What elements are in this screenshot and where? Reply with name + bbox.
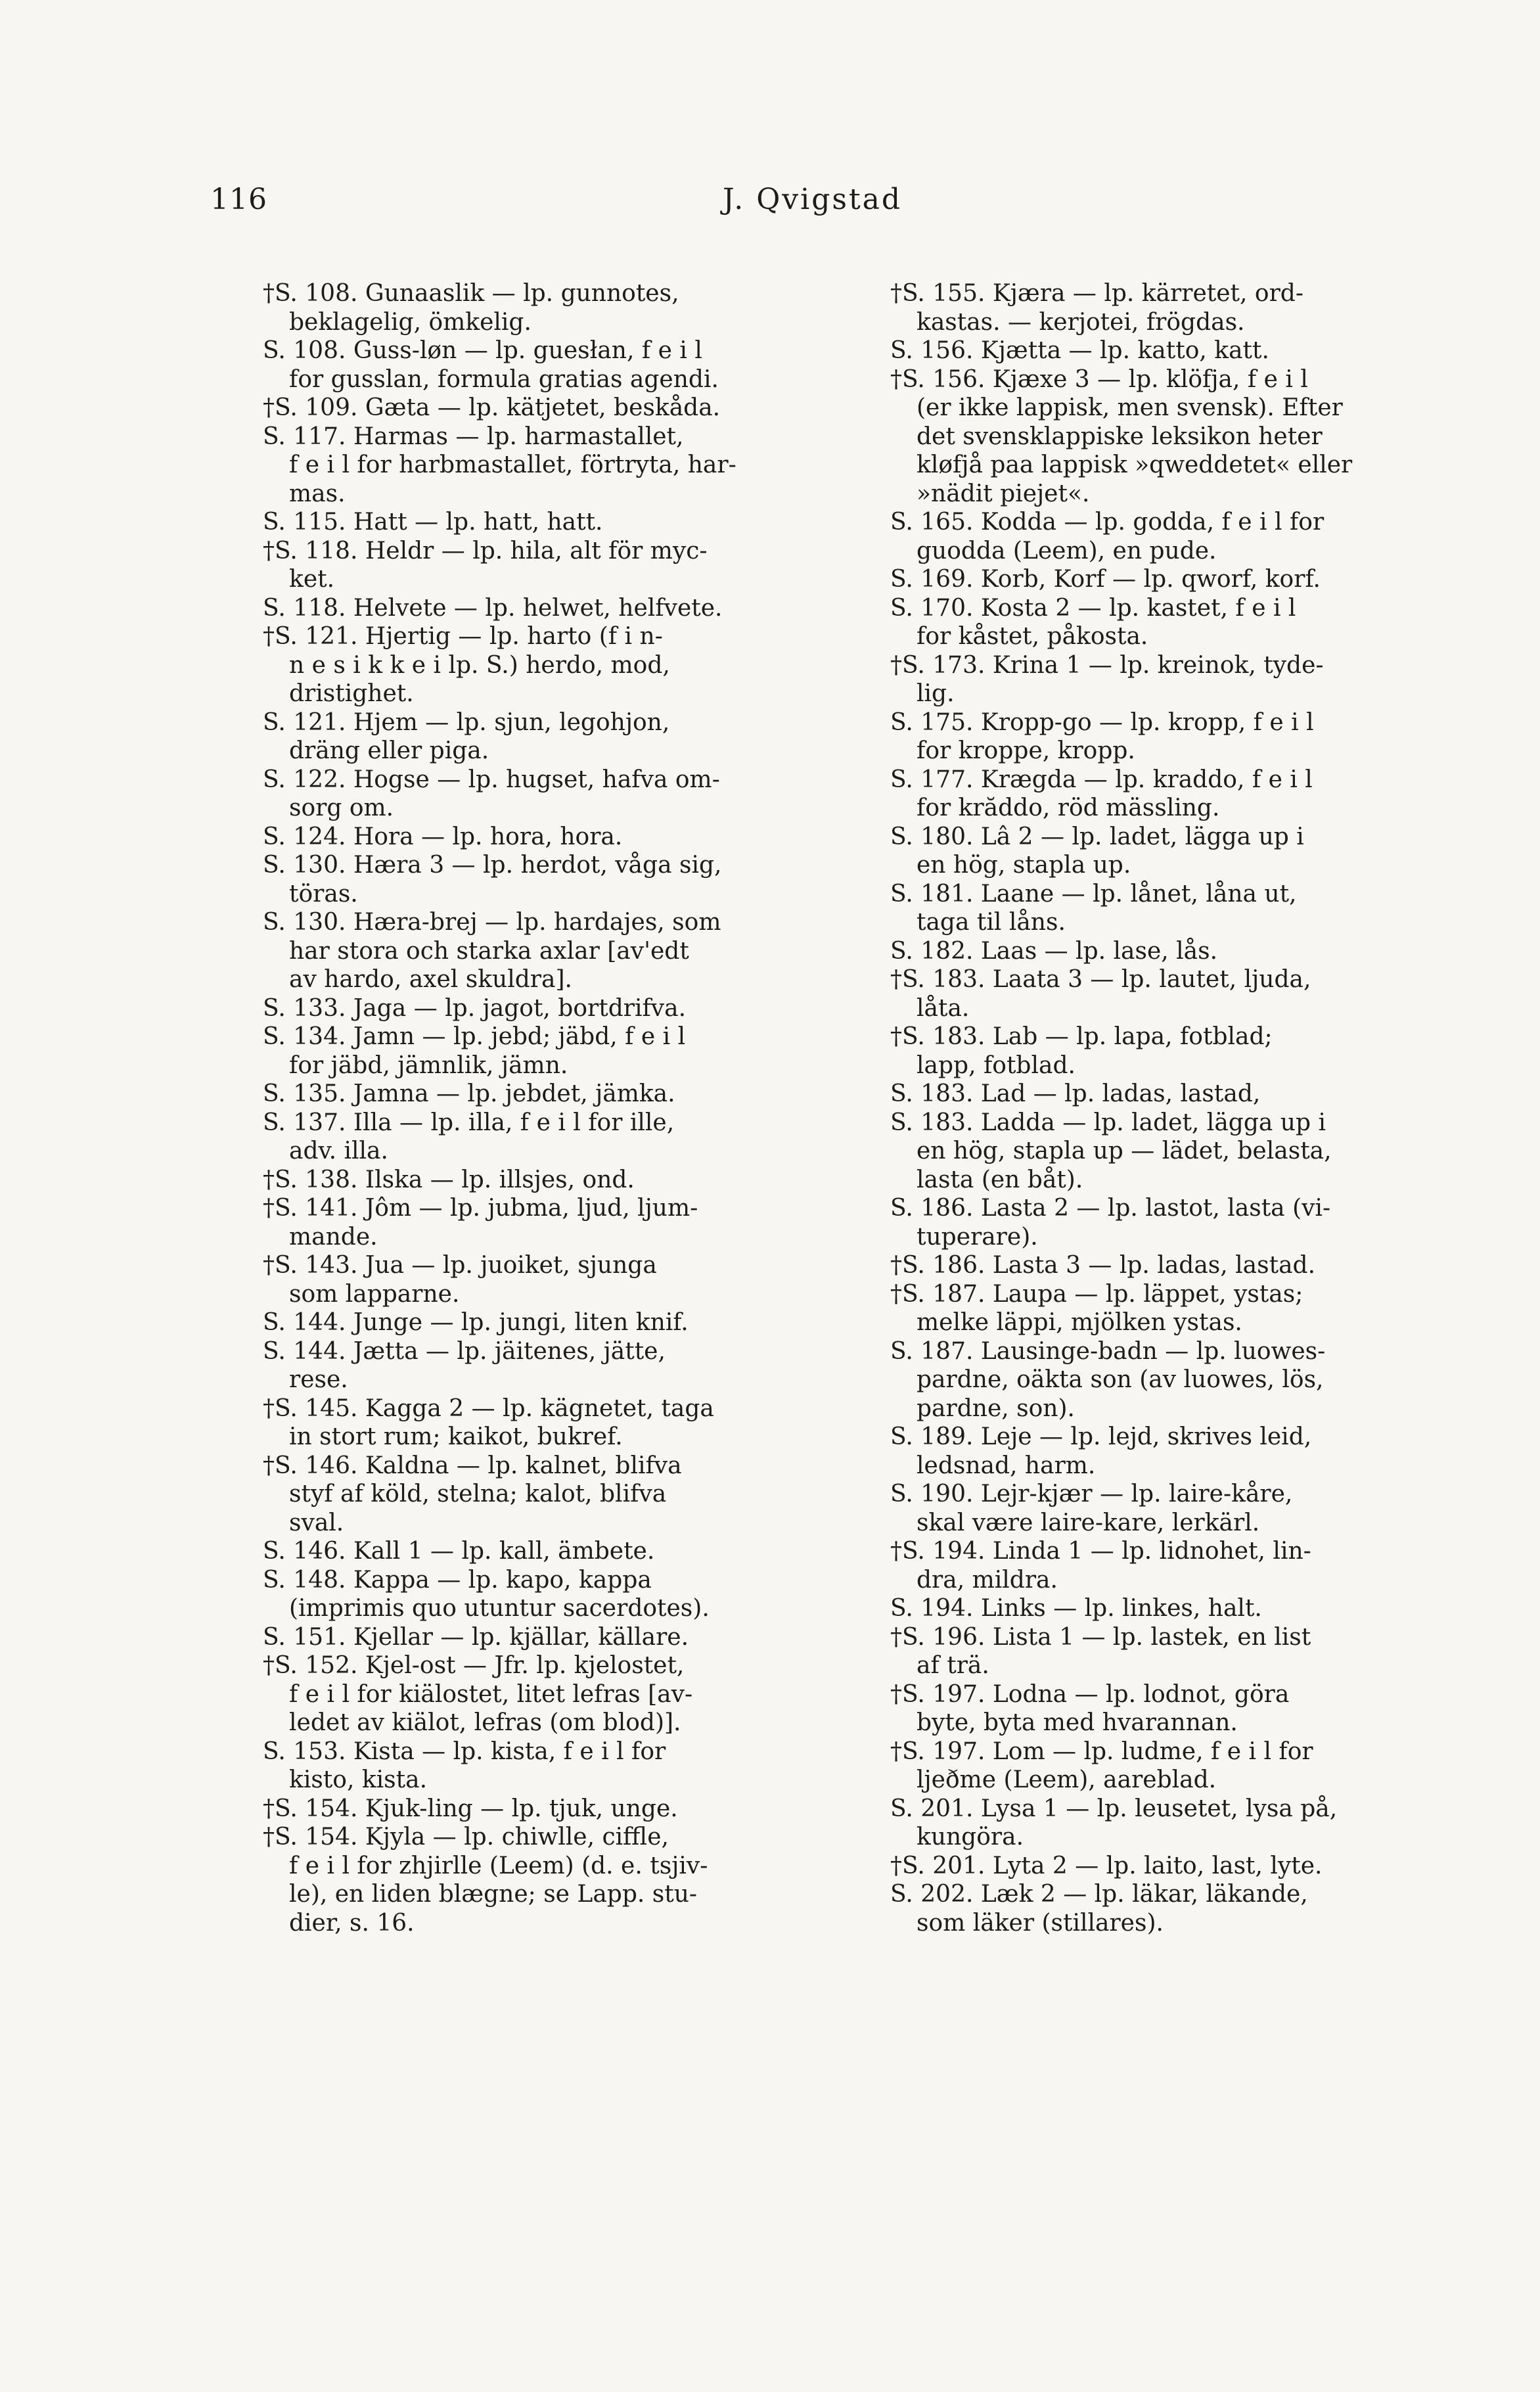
- entry-line: †S. 173. Krina 1 — lp. kreinok, tyde-: [890, 651, 1324, 679]
- entry-line: S. 180. Lâ 2 — lp. ladet, lägga up i: [890, 823, 1304, 850]
- entry-line: skal være laire-kare, lerkärl.: [917, 1509, 1260, 1536]
- entry-line: S. 177. Krægda — lp. kraddo, f e i l: [890, 766, 1313, 793]
- entry-line: styf af köld, stelna; kalot, blifva: [289, 1481, 667, 1507]
- entry-line: kisto, kista.: [289, 1766, 428, 1793]
- entry-line: †S. 154. Kjuk-ling — lp. tjuk, unge.: [263, 1795, 678, 1822]
- entry-line: for jäbd, jämnlik, jämn.: [289, 1051, 568, 1079]
- entry-line: som läker (stillares).: [917, 1909, 1164, 1937]
- entry-line: lig.: [917, 680, 955, 707]
- entry-line: f e i l for kiälostet, litet lefras [av-: [289, 1680, 693, 1708]
- entry-line: lasta (en båt).: [917, 1166, 1083, 1193]
- entry-line: in stort rum; kaikot, bukref.: [289, 1423, 623, 1450]
- entry-line: S. 121. Hjem — lp. sjun, legohjon,: [263, 708, 670, 736]
- entry-line: †S. 196. Lista 1 — lp. lastek, en list: [890, 1623, 1311, 1651]
- entry-line: en hög, stapla up — lädet, belasta,: [917, 1138, 1332, 1164]
- entry-line: S. 137. Illa — lp. illa, f e i l for ille,: [263, 1109, 675, 1136]
- entry-line: †S. 146. Kaldna — lp. kalnet, blifva: [263, 1452, 682, 1479]
- entry-line: pardne, son).: [917, 1394, 1075, 1422]
- entry-line: pardne, oäkta son (av luowes, lös,: [917, 1366, 1324, 1393]
- entry-line: kastas. — kerjotei, frögdas.: [917, 308, 1245, 336]
- right-column: [890, 279, 1501, 1937]
- entry-line: rese.: [289, 1366, 348, 1393]
- entry-line: kungöra.: [917, 1824, 1024, 1851]
- entry-line: dristighet.: [289, 680, 414, 707]
- entry-line: S. 201. Lysa 1 — lp. leusetet, lysa på,: [890, 1795, 1338, 1822]
- entry-line: f e i l for harbmastallet, förtryta, har-: [289, 451, 736, 478]
- entry-line: †S. 187. Laupa — lp. läppet, ystas;: [890, 1280, 1303, 1308]
- entry-line: S. 130. Hæra-brej — lp. hardajes, som: [263, 909, 721, 936]
- entry-line: S. 144. Junge — lp. jungi, liten knif.: [263, 1309, 689, 1336]
- entry-line: S. 117. Harmas — lp. harmastallet,: [263, 423, 684, 450]
- entry-line: S. 186. Lasta 2 — lp. lastot, lasta (vi-: [890, 1195, 1331, 1222]
- entry-line: S. 133. Jaga — lp. jagot, bortdrifva.: [263, 994, 687, 1022]
- entry-line: beklagelig, ömkelig.: [289, 308, 532, 336]
- entry-line: †S. 155. Kjæra — lp. kärretet, ord-: [890, 280, 1303, 307]
- entry-line: S. 165. Kodda — lp. godda, f e i l for: [890, 509, 1325, 536]
- entry-line: ledet av kiälot, lefras (om blod)].: [289, 1709, 681, 1736]
- entry-line: †S. 143. Jua — lp. juoiket, sjunga: [263, 1252, 657, 1279]
- entry-line: sorg om.: [289, 794, 394, 821]
- entry-line: dra, mildra.: [917, 1566, 1058, 1594]
- entry-line: for gusslan, formula gratias agendi.: [289, 365, 719, 393]
- entry-line: S. 194. Links — lp. linkes, halt.: [890, 1595, 1262, 1622]
- entry-line: S. 148. Kappa — lp. kapo, kappa: [263, 1566, 652, 1594]
- entry-line: S. 175. Kropp-go — lp. kropp, f e i l: [890, 708, 1314, 736]
- left-column: [263, 279, 874, 1937]
- entry-line: dräng eller piga.: [289, 737, 489, 764]
- entry-line: ljeðme (Leem), aareblad.: [917, 1766, 1217, 1793]
- entry-line: †S. 118. Heldr — lp. hila, alt för myc-: [263, 537, 708, 564]
- entry-line: S. 130. Hæra 3 — lp. herdot, våga sig,: [263, 852, 722, 879]
- entry-line: S. 183. Lad — lp. ladas, lastad,: [890, 1080, 1261, 1107]
- entry-line: †S. 156. Kjæxe 3 — lp. klöfja, f e i l: [890, 365, 1308, 393]
- entry-line: S. 170. Kosta 2 — lp. kastet, f e i l: [890, 594, 1296, 622]
- entry-line: for krăddo, röd mässling.: [917, 794, 1220, 821]
- entry-line: S. 134. Jamn — lp. jebd; jäbd, f e i l: [263, 1023, 686, 1050]
- entry-line: av hardo, axel skuldra].: [289, 966, 572, 993]
- entry-line: S. 169. Korb, Korf — lp. qworf, korf.: [890, 566, 1321, 593]
- entry-line: S. 135. Jamna — lp. jebdet, jämka.: [263, 1080, 675, 1107]
- entry-line: for kåstet, påkosta.: [917, 623, 1148, 650]
- entry-line: melke läppi, mjölken ystas.: [917, 1309, 1242, 1336]
- entry-line: †S. 141. Jôm — lp. jubma, ljud, ljum-: [263, 1195, 698, 1222]
- entry-line: det svensklappiske leksikon heter: [917, 423, 1323, 450]
- entry-line: S. 122. Hogse — lp. hugset, hafva om-: [263, 766, 720, 793]
- entry-line: byte, byta med hvarannan.: [917, 1709, 1238, 1736]
- entry-line: †S. 197. Lodna — lp. lodnot, göra: [890, 1680, 1290, 1708]
- entry-line: ket.: [289, 566, 335, 593]
- entry-line: S. 118. Helvete — lp. helwet, helfvete.: [263, 594, 723, 622]
- entry-line: S. 187. Lausinge-badn — lp. luowes-: [890, 1337, 1326, 1365]
- entry-line: le), en liden blægne; se Lapp. stu-: [289, 1881, 698, 1908]
- entry-line: lapp, fotblad.: [917, 1051, 1076, 1079]
- entry-line: †S. 108. Gunaaslik — lp. gunnotes,: [263, 280, 679, 307]
- entry-line: mande.: [289, 1223, 378, 1251]
- entry-line: mas.: [289, 480, 346, 507]
- entry-line: †S. 183. Lab — lp. lapa, fotblad;: [890, 1023, 1273, 1050]
- entry-line: S. 144. Jætta — lp. jäitenes, jätte,: [263, 1337, 666, 1365]
- entry-line: taga til låns.: [917, 909, 1066, 936]
- entry-line: S. 183. Ladda — lp. ladet, lägga up i: [890, 1109, 1326, 1136]
- entry-line: »nädit piejet«.: [917, 480, 1090, 507]
- entry-line: ledsnad, harm.: [917, 1452, 1096, 1479]
- page-number: 116: [210, 183, 267, 216]
- entry-line: S. 182. Laas — lp. lase, lås.: [890, 937, 1218, 965]
- entry-line: som lapparne.: [289, 1280, 460, 1308]
- entry-line: †S. 154. Kjyla — lp. chiwlle, ciffle,: [263, 1824, 669, 1851]
- entry-line: †S. 183. Laata 3 — lp. lautet, ljuda,: [890, 966, 1311, 993]
- entry-line: †S. 194. Linda 1 — lp. lidnohet, lin-: [890, 1538, 1311, 1565]
- entry-line: S. 190. Lejr-kjær — lp. laire-kåre,: [890, 1481, 1293, 1507]
- entry-line: (imprimis quo utuntur sacerdotes).: [289, 1595, 710, 1622]
- entry-line: f e i l for zhjirlle (Leem) (d. e. tsjiv-: [289, 1852, 708, 1879]
- entry-line: S. 189. Leje — lp. lejd, skrives leid,: [890, 1423, 1312, 1450]
- entry-line: †S. 186. Lasta 3 — lp. ladas, lastad.: [890, 1252, 1316, 1279]
- entry-line: n e s i k k e i lp. S.) herdo, mod,: [289, 651, 670, 679]
- entry-line: dier, s. 16.: [289, 1909, 415, 1937]
- entry-line: †S. 152. Kjel-ost — Jfr. lp. kjelostet,: [263, 1652, 685, 1679]
- entry-line: S. 181. Laane — lp. lånet, låna ut,: [890, 880, 1297, 908]
- entry-line: S. 108. Guss-løn — lp. guesłan, f e i l: [263, 337, 702, 364]
- entry-line: †S. 121. Hjertig — lp. harto (f i n-: [263, 623, 663, 650]
- entry-line: †S. 145. Kagga 2 — lp. kägnetet, taga: [263, 1394, 714, 1422]
- entry-line: har stora och starka axlar [av'edt: [289, 937, 689, 965]
- entry-line: S. 124. Hora — lp. hora, hora.: [263, 823, 623, 850]
- running-head: J. Qvigstad: [723, 183, 903, 216]
- entry-line: sval.: [289, 1509, 344, 1536]
- entry-line: †S. 201. Lyta 2 — lp. laito, last, lyte.: [890, 1852, 1323, 1879]
- entry-line: S. 146. Kall 1 — lp. kall, ämbete.: [263, 1538, 655, 1565]
- entry-line: en hög, stapla up.: [917, 852, 1131, 879]
- entry-line: S. 153. Kista — lp. kista, f e i l for: [263, 1737, 666, 1765]
- entry-line: guodda (Leem), en pude.: [917, 537, 1217, 564]
- entry-line: låta.: [917, 994, 970, 1022]
- entry-line: (er ikke lappisk, men svensk). Efter: [917, 394, 1343, 421]
- entry-line: S. 202. Læk 2 — lp. läkar, läkande,: [890, 1881, 1308, 1908]
- entry-line: töras.: [289, 880, 358, 908]
- entry-line: for kroppe, kropp.: [917, 737, 1135, 764]
- entry-line: kløfjå paa lappisk »qweddetet« eller: [917, 451, 1353, 478]
- entry-line: †S. 138. Ilska — lp. illsjes, ond.: [263, 1166, 635, 1193]
- entry-line: adv. illa.: [289, 1138, 388, 1164]
- entry-line: S. 156. Kjætta — lp. katto, katt.: [890, 337, 1269, 364]
- entry-line: S. 151. Kjellar — lp. kjällar, källare.: [263, 1623, 689, 1651]
- entry-line: af trä.: [917, 1652, 989, 1679]
- entry-line: †S. 197. Lom — lp. ludme, f e i l for: [890, 1737, 1313, 1765]
- entry-line: S. 115. Hatt — lp. hatt, hatt.: [263, 509, 603, 536]
- entry-line: †S. 109. Gæta — lp. kätjetet, beskåda.: [263, 394, 721, 421]
- entry-line: tuperare).: [917, 1223, 1038, 1251]
